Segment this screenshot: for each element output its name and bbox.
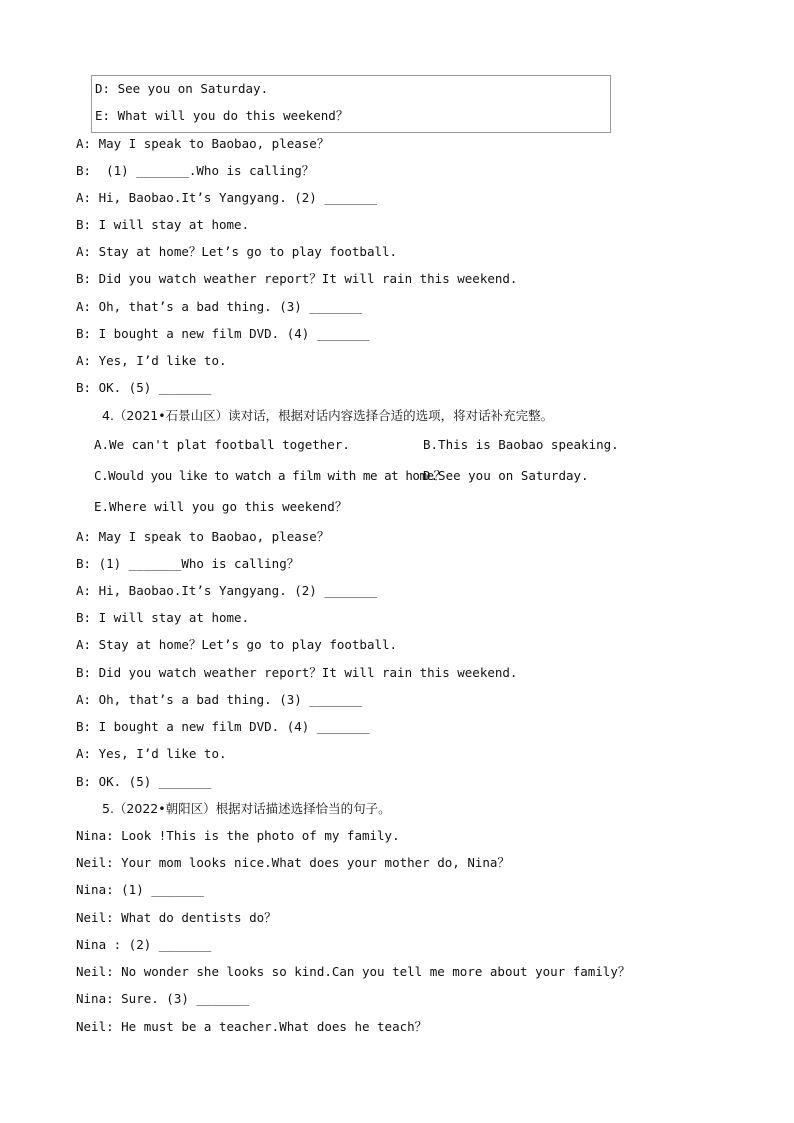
dialogue1-line: B: I bought a new film DVD. (4) _______ [76, 326, 370, 341]
q5-dialogue-line: Neil: Your mom looks nice.What does your mother do, Nina？ [76, 855, 510, 870]
q4-dialogue-line: A: Oh, that’s a bad thing. (3) _______ [76, 692, 362, 707]
q4-option-e: E.Where will you go this weekend？ [94, 499, 348, 514]
q5-dialogue-line: Neil: What do dentists do？ [76, 910, 277, 925]
dialogue1-line: B: OK. (5) _______ [76, 380, 212, 395]
q5-dialogue-line: Nina: Sure. (3) _______ [76, 991, 250, 1006]
q5-dialogue-line: Nina: (1) _______ [76, 882, 204, 897]
dialogue1-line: B: Did you watch weather report？It will rain this weekend. [76, 271, 518, 286]
q5-dialogue-line: Neil: He must be a teacher.What does he teach？ [76, 1019, 428, 1034]
q4-dialogue-line: A: Stay at home？Let’s go to play football. [76, 637, 398, 652]
dialogue1-line: B: (1) _______.Who is calling？ [76, 163, 315, 178]
dialogue1-line: A: Oh, that’s a bad thing. (3) _______ [76, 299, 362, 314]
q4-dialogue-line: B: I bought a new film DVD. (4) _______ [76, 719, 370, 734]
dialogue1-line: A: May I speak to Baobao, please？ [76, 136, 330, 151]
q4-option-b: B.This is Baobao speaking. [423, 437, 619, 452]
q4-option-c: C.Would you like to watch a film with me at home？ [94, 468, 446, 483]
options-box [91, 75, 611, 133]
q4-dialogue-line: B: I will stay at home. [76, 610, 250, 625]
question-5-heading: 5.（2022•朝阳区）根据对话描述选择恰当的句子。 [102, 801, 391, 816]
box-option-d: D: See you on Saturday. [95, 81, 269, 96]
q4-dialogue-line: B: OK. (5) _______ [76, 774, 212, 789]
question-4-heading: 4.（2021•石景山区）读对话，根据对话内容选择合适的选项，将对话补充完整。 [102, 408, 554, 423]
dialogue1-line: A: Stay at home？Let’s go to play football. [76, 244, 398, 259]
q4-option-d: D.See you on Saturday. [423, 468, 589, 483]
q5-dialogue-line: Nina: Look !This is the photo of my family. [76, 828, 400, 843]
q4-dialogue-line: B: Did you watch weather report？It will rain this weekend. [76, 665, 518, 680]
dialogue1-line: A: Yes, I’d like to. [76, 353, 227, 368]
q4-option-a: A.We can't plat football together. [94, 437, 350, 452]
box-option-e: E: What will you do this weekend？ [95, 108, 349, 123]
q5-dialogue-line: Nina : (2) _______ [76, 937, 212, 952]
dialogue1-line: A: Hi, Baobao.It’s Yangyang. (2) _______ [76, 190, 378, 205]
q4-dialogue-line: B: (1) _______Who is calling？ [76, 556, 300, 571]
q5-dialogue-line: Neil: No wonder she looks so kind.Can you tell me more about your family？ [76, 964, 631, 979]
q4-dialogue-line: A: Hi, Baobao.It’s Yangyang. (2) _______ [76, 583, 378, 598]
q4-dialogue-line: A: May I speak to Baobao, please？ [76, 529, 330, 544]
q4-dialogue-line: A: Yes, I’d like to. [76, 746, 227, 761]
dialogue1-line: B: I will stay at home. [76, 217, 250, 232]
